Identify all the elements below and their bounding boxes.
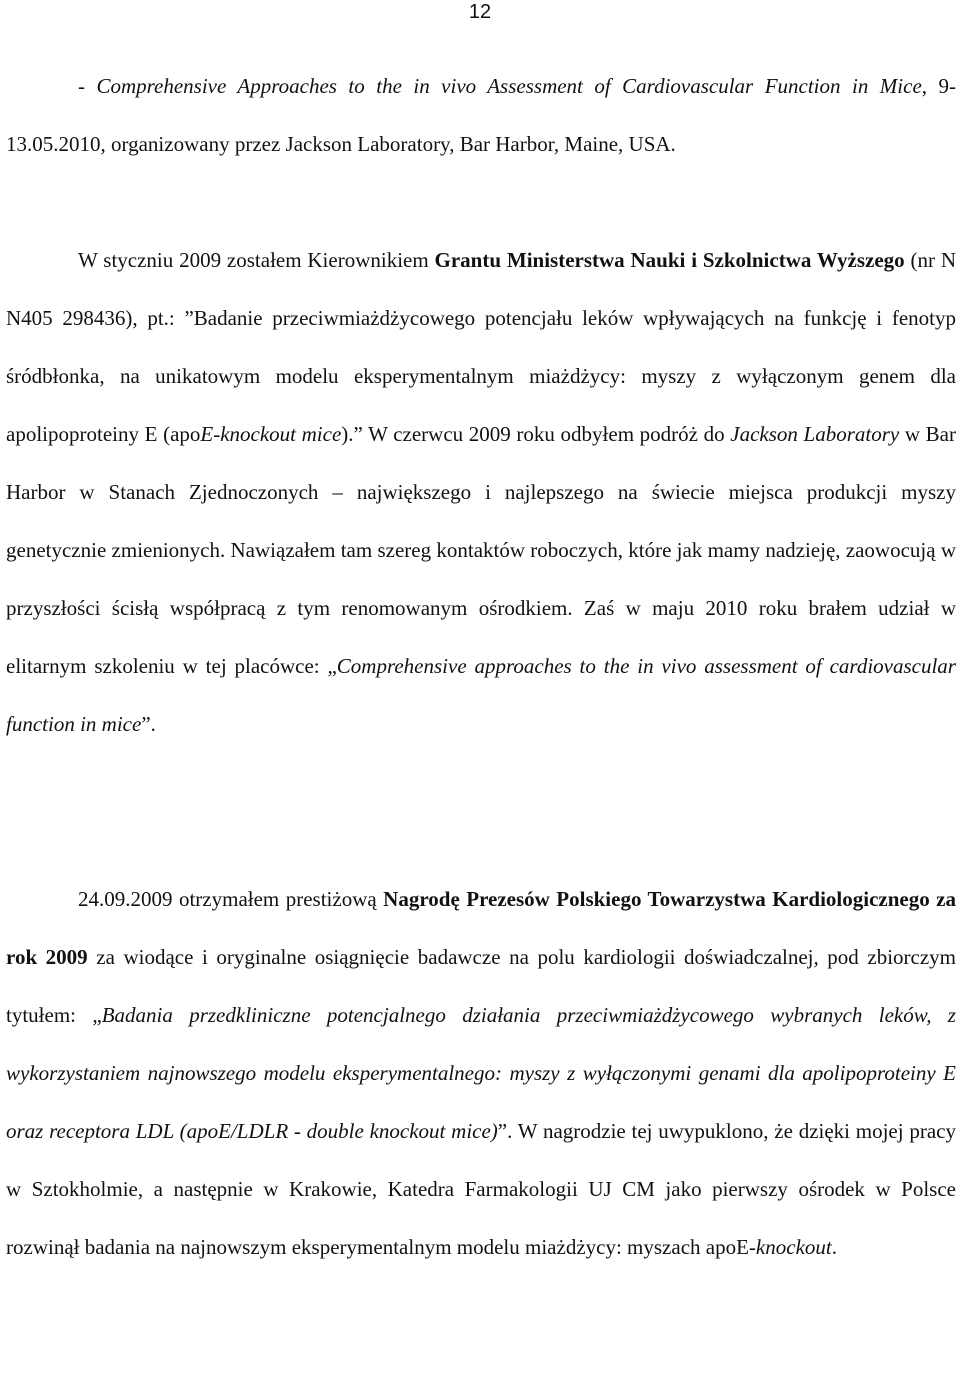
list-dash: -	[78, 74, 97, 98]
award-description: za wiodące i oryginalne osiągnięcie badawcze na polu kardiologii doświadczalnej, pod zbiorczym tytułem: „	[6, 945, 956, 1027]
knockout-term: knockout	[755, 1235, 832, 1259]
double-knockout-name: E/LDLR - double knockout mice)	[218, 1119, 498, 1143]
model-prefix: E-	[736, 1235, 756, 1259]
final-period: .	[831, 1235, 837, 1259]
institution-name: Jackson Laboratory	[730, 422, 900, 446]
research-title: Badania przedkliniczne potencjalnego działania przeciwmiażdżycowego wybranych leków, z wykorzystaniem najnowszego modelu eksperymentalnego: myszy z wyłączonymi genami dla apolipoproteiny E oraz receptora LDL (apo	[6, 1003, 956, 1143]
course-details: , 9-13.05.2010, organizowany przez Jackson Laboratory, Bar Harbor, Maine, USA.	[6, 74, 956, 156]
trip-text: ).” W czerwcu 2009 roku odbyłem podróż do	[341, 422, 731, 446]
trip-details: w Bar Harbor w Stanach Zjednoczonych – największego i najlepszego na świecie miejsca produkcji myszy genetycznie zmienionych. Nawiązałem tam szereg kontaktów roboczych, które jak mamy nadzieję, zaowocują w przyszłości ścisłą współpracą z tym renomowanym ośrodkiem. Zaś w maju 2010 roku brałem udział w elitarnym szkoleniu w tej placówce: „	[6, 422, 956, 678]
paragraph-award	[6, 870, 956, 1276]
grant-intro: W styczniu 2009 zostałem Kierownikiem	[78, 248, 435, 272]
course-title: Comprehensive Approaches to the in vivo Assessment of Cardiovascular Function in Mice	[96, 74, 922, 98]
award-intro: 24.09.2009 otrzymałem prestiżową	[78, 887, 384, 911]
grant-description: (nr N N405 298436), pt.: ”Badanie przeciwmiażdżycowego potencjału leków wpływających na funkcję i fenotyp śródbłonka, na unikatowym modelu eksperymentalnym miażdżycy: myszy z wyłączonym genem dla apolipoproteiny E (apo	[6, 248, 957, 446]
grant-name: Grantu Ministerstwa Nauki i Szkolnictwa Wyższego	[434, 248, 905, 272]
award-details: ”. W nagrodzie tej uwypuklono, że dzięki mojej pracy w Sztokholmie, a następnie w Krakowie, Katedra Farmakologii UJ CM jako pierwszy ośrodek w Polsce rozwinął badania na najnowszym eksperymentalnym modelu miażdżycy: myszach apo	[6, 1119, 956, 1259]
paragraph-grant	[6, 231, 956, 753]
model-name: E-knockout mice	[200, 422, 342, 446]
award-name: Nagrodę Prezesów Polskiego Towarzystwa Kardiologicznego za rok 2009	[6, 887, 956, 969]
page-number: 12	[468, 1, 492, 23]
training-title: Comprehensive approaches to the in vivo assessment of cardiovascular function in mice	[6, 654, 956, 736]
closing-quote: ”.	[141, 712, 156, 736]
paragraph-course-entry	[6, 57, 956, 173]
